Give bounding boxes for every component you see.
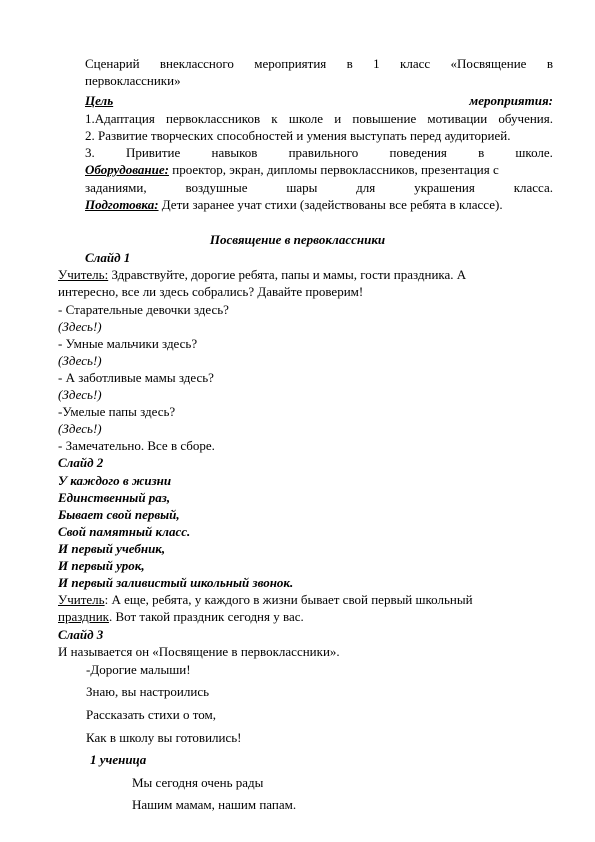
- slide-3-intro: И называется он «Посвящение в первоклассники».: [58, 644, 340, 659]
- student-label: 1 ученица: [90, 752, 147, 767]
- question-4: -Умелые папы здесь?: [58, 404, 176, 419]
- poem-line: И первый заливистый школьный звонок.: [58, 575, 294, 590]
- teacher-label: Учитель: [58, 592, 105, 607]
- answer-1: (Здесь!): [58, 319, 102, 334]
- header-line-2: первоклассники»: [85, 73, 181, 88]
- goal-label-right: мероприятия:: [469, 93, 553, 108]
- goal-word: навыков: [211, 145, 258, 160]
- slide-2-heading: Слайд 2: [58, 455, 104, 470]
- equipment-line-1: [85, 162, 499, 178]
- preparation-label: Подготовка:: [85, 197, 159, 212]
- verse-line: Рассказать стихи о том,: [86, 707, 216, 722]
- equipment-label: Оборудование:: [85, 162, 169, 177]
- goal-word: Привитие: [125, 145, 181, 160]
- answer-3: (Здесь!): [58, 387, 102, 402]
- poem-line: И первый урок,: [58, 558, 145, 573]
- equipment-word: воздушные: [185, 180, 248, 195]
- answer-4: (Здесь!): [58, 421, 102, 436]
- goal-word: и: [334, 111, 342, 126]
- header-word: в: [546, 56, 553, 71]
- page-title: Посвящение в первоклассники: [209, 232, 386, 247]
- verse-line: Знаю, вы настроились: [86, 684, 210, 699]
- goal-word: первоклассников: [166, 111, 261, 126]
- goal-label-line: [85, 93, 553, 109]
- goal-word: правильного: [288, 145, 359, 160]
- header-word: внеклассного: [159, 56, 234, 71]
- goal-word: школе.: [515, 145, 553, 160]
- slide-3-heading: Слайд 3: [58, 627, 104, 642]
- teacher-text: : А еще, ребята, у каждого в жизни бывает свой первый школьный: [104, 592, 473, 607]
- header-line-1: [85, 56, 553, 72]
- teacher-label: Учитель:: [58, 267, 109, 282]
- preparation-text: Дети заранее учат стихи (задействованы все ребята в классе).: [158, 197, 503, 212]
- question-5: - Замечательно. Все в сборе.: [58, 438, 215, 453]
- equipment-text: проектор, экран, дипломы первоклассников, презентация с: [168, 162, 499, 177]
- header-word: мероприятия: [254, 56, 327, 71]
- verse-line: Как в школу вы готовились!: [86, 730, 242, 745]
- goal-item-1: [85, 111, 553, 127]
- equipment-line-2: [85, 180, 553, 196]
- question-2: - Умные мальчики здесь?: [58, 336, 198, 351]
- goal-item-3: [85, 145, 553, 161]
- teacher-text-underlined: праздник: [58, 609, 109, 624]
- slide-1-heading: Слайд 1: [85, 250, 131, 265]
- goal-word: обучения.: [498, 111, 553, 126]
- teacher-text: . Вот такой праздник сегодня у вас.: [108, 609, 304, 624]
- poem-line: И первый учебник,: [58, 541, 166, 556]
- header-word: Сценарий: [85, 56, 140, 71]
- equipment-word: класса.: [513, 180, 553, 195]
- goal-word: школе: [288, 111, 324, 126]
- equipment-word: шары: [286, 180, 318, 195]
- poem-line: Бывает свой первый,: [58, 507, 180, 522]
- question-1: - Старательные девочки здесь?: [58, 302, 229, 317]
- goal-word: 1.Адаптация: [85, 111, 155, 126]
- question-3: - А заботливые мамы здесь?: [58, 370, 214, 385]
- header-word: в: [346, 56, 353, 71]
- slide-2-teacher-line-2: [58, 609, 304, 625]
- student-verse-line: Мы сегодня очень рады: [132, 775, 264, 790]
- answer-2: (Здесь!): [58, 353, 102, 368]
- poem-line: У каждого в жизни: [58, 473, 172, 488]
- header-word: 1: [373, 56, 380, 71]
- header-word: класс: [400, 56, 431, 71]
- equipment-word: заданиями,: [85, 180, 147, 195]
- goal-word: поведения: [389, 145, 447, 160]
- verse-line: -Дорогие малыши!: [86, 662, 191, 677]
- goal-word: к: [271, 111, 278, 126]
- slide-2-teacher-line-1: [58, 592, 473, 608]
- slide-1-teacher-line-2: интересно, все ли здесь собрались? Давайте проверим!: [58, 284, 364, 299]
- teacher-text: Здравствуйте, дорогие ребята, папы и мамы, гости праздника. А: [108, 267, 467, 282]
- goal-item-2: 2. Развитие творческих способностей и умения выступать перед аудиторией.: [85, 128, 511, 143]
- preparation-line: [85, 197, 503, 213]
- student-verse-line: Нашим мамам, нашим папам.: [132, 797, 297, 812]
- slide-1-teacher-line-1: [58, 267, 466, 283]
- goal-word: в: [478, 145, 485, 160]
- goal-word: повышение: [352, 111, 417, 126]
- goal-word: мотивации: [427, 111, 488, 126]
- header-word: «Посвящение: [450, 56, 527, 71]
- equipment-word: украшения: [414, 180, 475, 195]
- goal-word: 3.: [85, 145, 95, 160]
- poem-line: Свой памятный класс.: [58, 524, 191, 539]
- equipment-word: для: [356, 180, 376, 195]
- poem-line: Единственный раз,: [58, 490, 171, 505]
- goal-label: Цель: [85, 93, 114, 108]
